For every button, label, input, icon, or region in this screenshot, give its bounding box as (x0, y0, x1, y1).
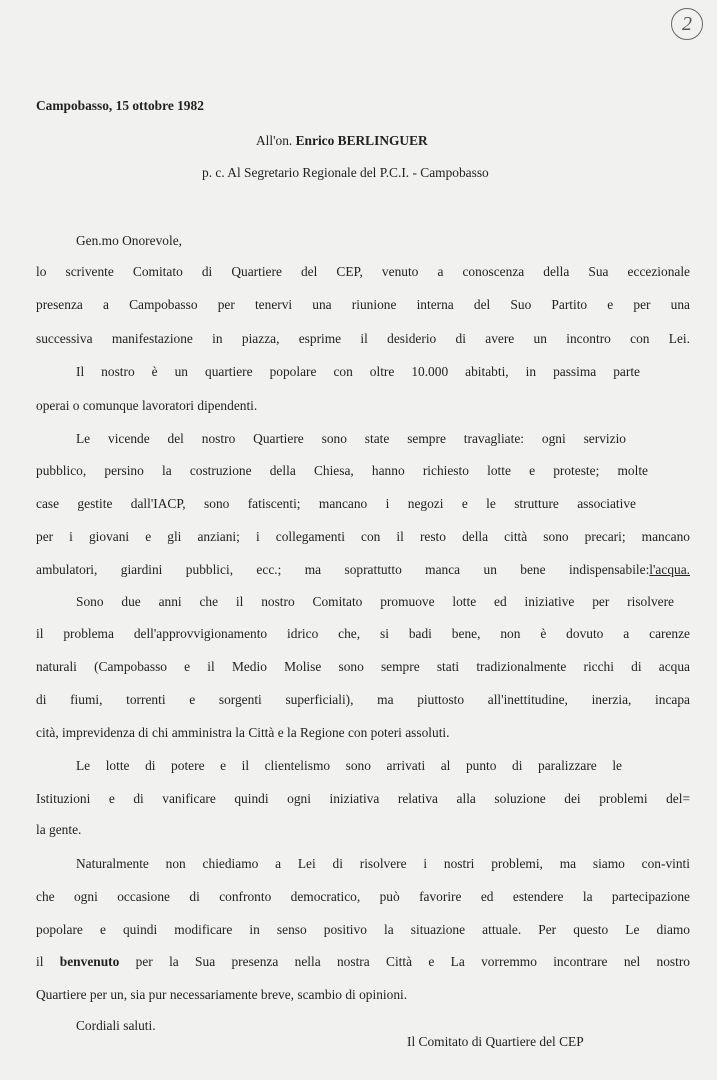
body-line: di fiumi, torrenti e sorgenti superficiali), ma piuttosto all'inettitudine, inerzia, incapa (36, 692, 690, 707)
body-line: Il nostro è un quartiere popolare con oltre 10.000 abitabti, in passima parte (76, 364, 640, 379)
body-line: lo scrivente Comitato di Quartiere del CEP, venuto a conoscenza della Sua eccezionale (36, 264, 690, 279)
salutation: Gen.mo Onorevole, (76, 233, 182, 248)
body-line: presenza a Campobasso per tenervi una riunione interna del Suo Partito e per una (36, 297, 690, 312)
cc-line: p. c. Al Segretario Regionale del P.C.I. - Campobasso (202, 165, 489, 180)
body-line: pubblico, persino la costruzione della Chiesa, hanno richiesto lotte e proteste; molte (36, 463, 648, 478)
welcome-word: benvenuto (59, 954, 120, 969)
body-line: Le lotte di potere e il clientelismo sono arrivati al punto di paralizzare le (76, 758, 622, 773)
body-line: Istituzioni e di vanificare quindi ogni iniziativa relativa alla soluzione dei problemi del= (36, 791, 690, 806)
body-line: Quartiere per un, sia pur necessariamente breve, scambio di opinioni. (36, 987, 408, 1002)
body-line: popolare e quindi modificare in senso positivo la situazione attuale. Per questo Le diamo (36, 922, 690, 937)
body-line: il problema dell'approvvigionamento idrico che, si badi bene, non è dovuto a carenze (36, 626, 690, 641)
body-line: Naturalmente non chiediamo a Lei di risolvere i nostri problemi, ma siamo con-vinti (76, 856, 690, 871)
body-line-welcome: il benvenuto per la Sua presenza nella nostra Città e La vorremmo incontrare nel nostro (36, 954, 690, 969)
body-line: Sono due anni che il nostro Comitato promuove lotte ed iniziative per risolvere (76, 594, 674, 609)
addressee-name: Enrico BERLINGUER (295, 133, 428, 148)
body-line-water: ambulatori, giardini pubblici, ecc.; ma soprattutto manca un bene indispensabile:l'acqua. (36, 562, 690, 577)
page-number-stamp: 2 (671, 8, 703, 40)
body-line: naturali (Campobasso e il Medio Molise sono sempre stati tradizionalmente ricchi di acqua (36, 659, 690, 674)
addressee (256, 133, 428, 149)
body-line: Le vicende del nostro Quartiere sono state sempre travagliate: ogni servizio (76, 431, 626, 446)
signature: Il Comitato di Quartiere del CEP (407, 1034, 584, 1049)
body-line: cità, imprevidenza di chi amministra la Città e la Regione con poteri assoluti. (36, 725, 450, 740)
addressee-prefix: All'on. (256, 133, 293, 148)
body-line: operai o comunque lavoratori dipendenti. (36, 398, 258, 413)
body-line: successiva manifestazione in piazza, esprime il desiderio di avere un incontro con Lei. (36, 331, 690, 346)
body-line: per i giovani e gli anziani; i collegamenti con il resto della città sono precari; mancano (36, 529, 690, 544)
water-word: l'acqua. (649, 562, 690, 577)
date-line: Campobasso, 15 ottobre 1982 (36, 98, 204, 113)
body-line: la gente. (36, 822, 82, 837)
body-line: che ogni occasione di confronto democratico, può favorire ed estendere la partecipazione (36, 889, 690, 904)
body-line: case gestite dall'IACP, sono fatiscenti; mancano i negozi e le strutture associative (36, 496, 636, 511)
closing: Cordiali saluti. (76, 1018, 156, 1033)
